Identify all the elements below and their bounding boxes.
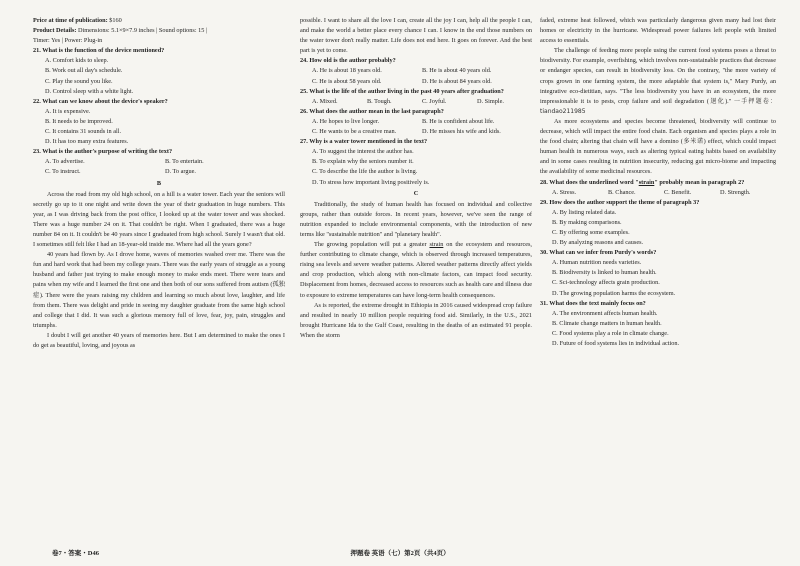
question-22: 22. What can we know about the device's speaker? [33,97,168,105]
q23-options-row [33,157,285,167]
passage-c-paragraph-4 [540,46,776,117]
passage-b-paragraph-1: Across the road from my old high school, on a hill is a water tower. Each year the seniors will secretly go up to it one night and write down the year of their graduation in huge numbers. This year, as I was driving back from the post office, I looked up at the water tower and was shocked. There was a huge number 24 on it. That couldn't be right. When I graduated, there was a huge number 84 on it. It couldn't be 40 years since I graduated from high school. Surely I wasn't that old. I sometimes still felt like I had an 18-year-old inside me. Where had all the years gone? [33,190,285,249]
price-line: Price at time of publication: $160 [33,17,122,24]
passage-c-paragraph-2 [300,240,532,301]
q31-option: A. The environment affects human health. [552,309,658,317]
q21-option: D. Control sleep with a white light. [45,87,134,95]
underlined-word: strain [638,178,655,186]
q30-option: A. Human nutrition needs varieties. [552,259,642,267]
question-31: 31. What does the text mainly focus on? [540,299,646,307]
passage-c-paragraph-5: As more ecosystems and species become threatened, biodiversity will continue to decrease, which will impact the entire food chain. Each organism and species plays a role in the food chain; altering that chain will have a domino (多米诺) effect, which could impact human health in numerous ways, such as altering typical eating habits based on availability and in some cases resulting in nutrition insecurity, reducing gut micro-biome and impacting the availability of some medicinal resources. [540,117,776,176]
text-span: on the ecosystem and resources, further contributing to climate change, which is observed through increased temperatures, rising sea levels and severe weather patterns. Altered weather patterns directly affect yields and crop production, which along with non-climate factors, can impact food security. Displacement from homes, decreased access to resources such as health care and illness due to exposure to extreme temperatures can have long-term health consequences. [300,241,532,299]
section-b-heading: B [156,179,162,187]
q26-option: A. He hopes to live longer. [312,117,380,125]
q28-options-row [540,188,776,198]
watermark-stamp: 一手押题卷：tiandao211985 [540,97,776,115]
question-26: 26. What does the author mean in the last paragraph? [300,107,444,115]
q26-option: C. He wants to be a creative man. [312,128,397,136]
q25-options-row [300,97,532,107]
q22-option: A. It is expensive. [45,107,91,115]
question-24: 24. How old is the author probably? [300,57,396,65]
column-left [33,16,285,546]
q30-option: B. Biodiversity is linked to human health. [552,269,657,277]
question-21: 21. What is the function of the device mentioned? [33,47,165,55]
q23-option: B. To entertain. [165,158,204,166]
q23-options-row [33,167,285,177]
q27-option: C. To describe the life the author is living. [312,168,418,176]
q26-option: B. He is confident about life. [422,117,495,125]
q26-option: D. He misses his wife and kids. [422,128,501,136]
passage-c-paragraph-3: As is reported, the extreme drought in Ethiopia in 2016 caused widespread crop failure and resulted in nearly 10 million people requiring food aid. Similarly, in the U.S., 2021 brought Hurricane Ida to the Gulf Coast, resulting in the deaths of an estimated 91 people. When the storm [300,301,532,339]
question-25: 25. What is the life of the author living in the past 40 years after graduation? [300,87,504,95]
q31-option: C. Food systems play a role in climate change. [552,329,669,337]
footer-code: 卷7・答案・D46 [52,550,99,557]
details-text: Dimensions: 5.1×9×7.9 inches | Sound options: 15 | [78,27,208,35]
column-middle [300,16,532,546]
q28-option: D. Strength. [720,188,751,196]
q25-option: B. Tough. [367,97,392,105]
q24-option: B. He is about 40 years old. [422,67,492,75]
q25-option: C. Joyful. [422,97,447,105]
q29-option: B. By making comparisons. [552,218,622,226]
text-span: " probably mean in paragraph 2? [654,178,745,186]
price-label: Price at time of publication [33,17,106,24]
q27-option: B. To explain why the seniors number it. [312,158,414,166]
q22-option: B. It needs to be improved. [45,117,113,125]
passage-b-continuation: possible. I want to share all the love I can, create all the joy I can, help all the people I can, and make the world a better place every chance I can. I know in the end those numbers on the water tower don't really matter. Life does not end here. It goes on forever. And the best part is yet to come. [300,17,532,55]
q23-option: A. To advertise. [45,158,85,166]
q31-option: B. Climate change matters in human health. [552,319,662,327]
q31-option: D. Future of food systems lies in individual action. [552,340,680,347]
q23-option: D. To argue. [165,168,196,176]
section-c-heading: C [413,189,419,197]
q24-options-row [300,77,532,87]
q27-option: D. To stress how important living positively is. [312,178,430,186]
q29-option: C. By offering some examples. [552,228,630,236]
q26-options-row [300,117,532,127]
q28-option: A. Stress. [552,188,577,196]
question-30: 30. What can we infer from Purdy's words? [540,249,657,257]
q23-option: C. To instruct. [45,168,81,176]
price-value: $160 [109,17,122,24]
q28-option: B. Chance. [608,188,636,196]
q30-option: C. Sci-technology affects grain production. [552,279,660,287]
details-label: Product Details: [33,27,77,35]
q21-option: C. Play the sound you like. [45,77,113,85]
question-23: 23. What is the author's purpose of writing the text? [33,148,173,156]
question-28 [540,178,776,188]
passage-b-paragraph-3: I doubt I will get another 40 years of memories here. But I am determined to make the ones I do get as beautiful, loving, and joyous as [33,331,285,349]
question-27: 27. Why is a water tower mentioned in the text? [300,138,428,146]
q22-option: C. It contains 31 sounds in all. [45,128,122,136]
product-details-line [33,26,285,36]
q28-option: C. Benefit. [664,188,692,196]
underlined-word-strain: strain [429,241,444,249]
column-right [540,16,776,546]
question-29: 29. How does the author support the theme of paragraph 3? [540,198,700,206]
q21-option: B. Work out all day's schedule. [45,67,123,75]
passage-c-continuation: faded, extreme heat followed, which was particularly dangerous given many had lost their homes or electricity in the hurricane. Widespread power failures left people with limited access to essentials. [540,17,776,45]
q29-option: D. By analyzing reasons and causes. [552,239,644,247]
q24-options-row [300,66,532,76]
text-span: The challenge of feeding more people using the current food systems poses a threat to biodiversity. For example, overfishing, which involves non-sustainable practices that decrease or endanger species, can result in biodiversity loss. On the contrary, "the more variety of crops grown in one farming system, the more adaptable that system is," Mary Purdy, an integrative eco-dietitian, says. "The less biodiversity you have in an ecosystem, the more impressionable it is to pests, crop failure and soil degradation (退化)." [540,47,776,105]
q30-option: D. The growing population harms the ecosystem. [552,289,676,297]
q24-option: A. He is about 18 years old. [312,67,382,75]
text-span: 28. What does the underlined word " [540,178,639,186]
q24-option: C. He is about 58 years old. [312,77,382,85]
q27-option: A. To suggest the interest the author has. [312,148,414,156]
q24-option: D. He is about 84 years old. [422,77,492,85]
footer-page-number: 押题卷 英语（七）第2页（共4页） [350,550,450,557]
text-span: The growing population will put a greater [314,241,430,249]
q25-option: A. Mixed. [312,97,338,105]
details-text-2: Timer: Yes | Power: Plug-in [33,37,103,45]
q25-option: D. Simple. [477,97,504,105]
q29-option: A. By listing related data. [552,208,617,216]
q22-option: D. It has too many extra features. [45,138,129,146]
passage-c-paragraph-1: Traditionally, the study of human health has focused on individual and collective groups, rather than outside forces. In recent years, however, we've seen the range of nutrition expanded to include environmental components, with the introduction of new terms like "sustainable nutrition" and "planetary health". [300,200,532,238]
passage-b-paragraph-2: 40 years had flown by. As I drove home, waves of memories washed over me. There was the fun and hard work that had been my college years. There was the early years of struggle as a young husband and father just trying to make enough money to make ends meet. There were tears and pains when my wife and I learned the first one and then both of our sons suffered from autism (孤独症). There were the years raising my children and learning so much about love, laughter, and life from them. There was delight and pride in seeing my daughter graduate from the same high school and college that I did. It was such a glorious memory full of love, fear, joy, pain, struggles and triumphs. [33,251,285,329]
q21-option: A. Comfort kids to sleep. [45,57,109,65]
q26-options-row [300,127,532,137]
